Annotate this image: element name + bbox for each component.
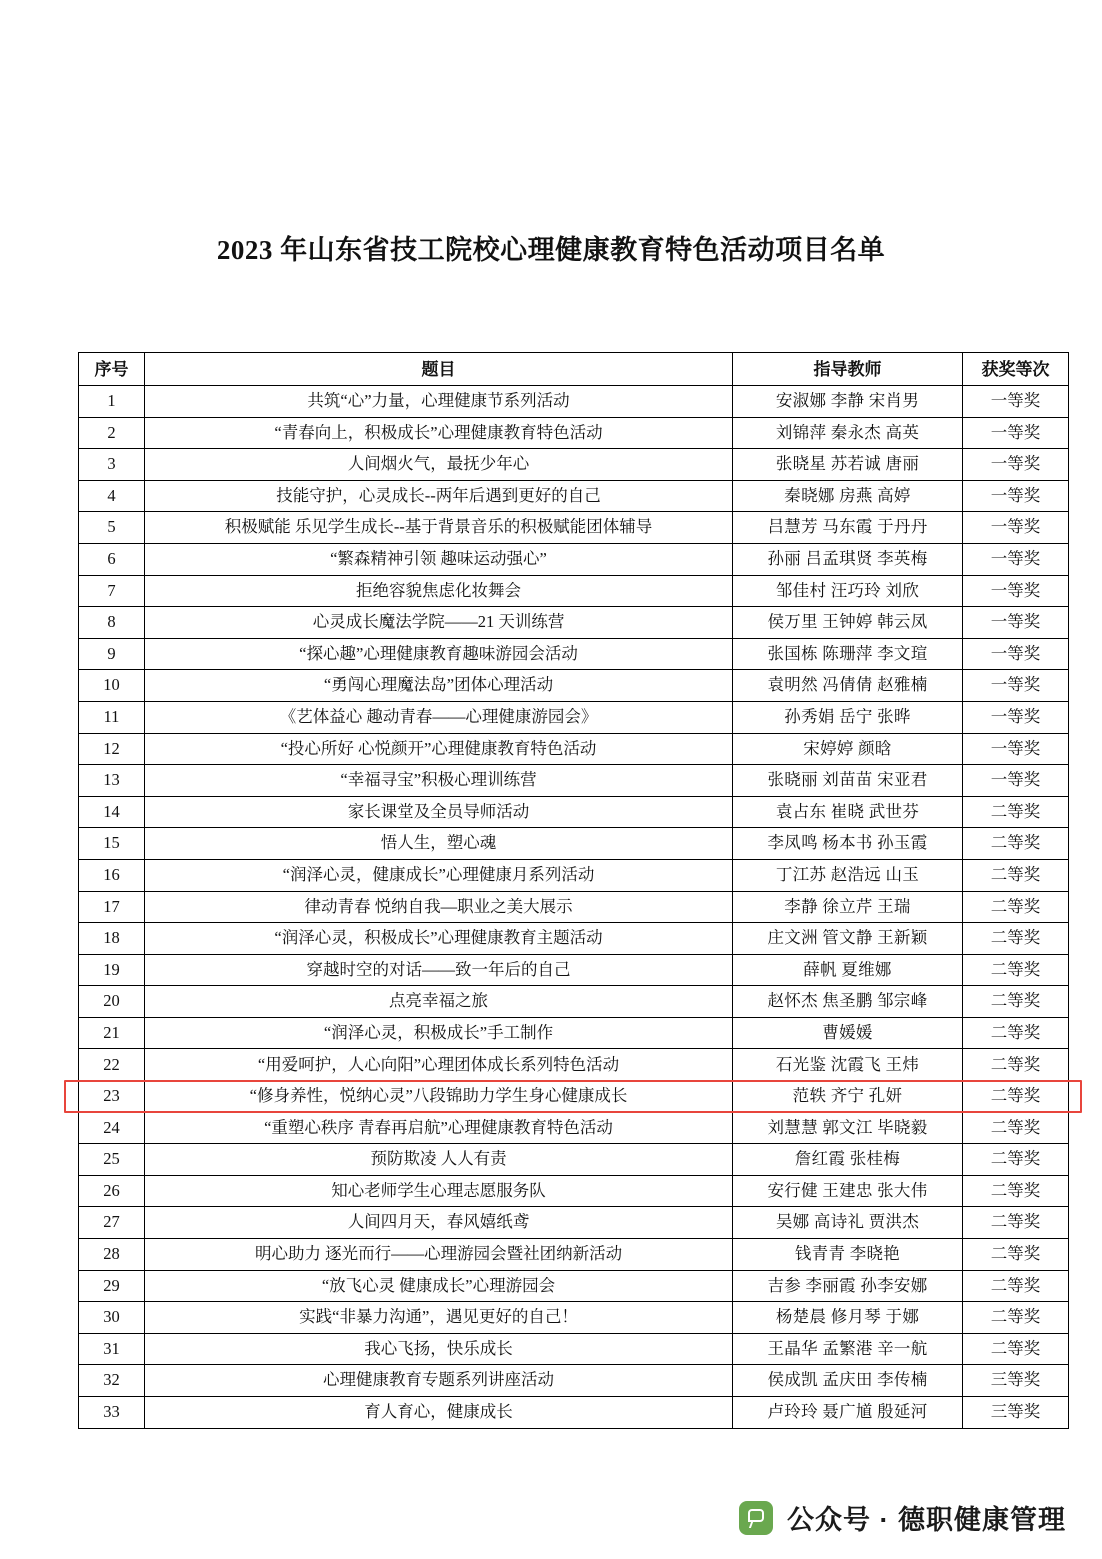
table-row [79, 543, 1069, 575]
cell-index: 8 [79, 607, 145, 639]
cell-teacher: 宋婷婷 颜晗 [733, 733, 963, 765]
cell-teacher: 吴娜 高诗礼 贾洪杰 [733, 1207, 963, 1239]
column-header-index: 序号 [79, 353, 145, 386]
cell-title: 家长课堂及全员导师活动 [145, 796, 733, 828]
cell-teacher: 李静 徐立芹 王瑞 [733, 891, 963, 923]
footer [0, 1498, 1102, 1537]
cell-award: 二等奖 [963, 1270, 1069, 1302]
cell-title: 明心助力 逐光而行——心理游园会暨社团纳新活动 [145, 1239, 733, 1271]
cell-award: 二等奖 [963, 1112, 1069, 1144]
cell-index: 26 [79, 1175, 145, 1207]
cell-award: 二等奖 [963, 1144, 1069, 1176]
cell-title: 心理健康教育专题系列讲座活动 [145, 1365, 733, 1397]
cell-index: 15 [79, 828, 145, 860]
cell-award: 二等奖 [963, 1017, 1069, 1049]
cell-index: 27 [79, 1207, 145, 1239]
cell-index: 10 [79, 670, 145, 702]
cell-index: 9 [79, 638, 145, 670]
cell-award: 一等奖 [963, 607, 1069, 639]
cell-title: “放飞心灵 健康成长”心理游园会 [145, 1270, 733, 1302]
table-row [79, 638, 1069, 670]
cell-teacher: 钱青青 李晓艳 [733, 1239, 963, 1271]
table-row [79, 575, 1069, 607]
cell-title: 律动青春 悦纳自我—职业之美大展示 [145, 891, 733, 923]
cell-title: 悟人生，塑心魂 [145, 828, 733, 860]
cell-title: 《艺体益心 趣动青春——心理健康游园会》 [145, 701, 733, 733]
award-table-container [78, 352, 1068, 1429]
cell-index: 19 [79, 954, 145, 986]
cell-award: 二等奖 [963, 796, 1069, 828]
cell-title: “润泽心灵，积极成长”手工制作 [145, 1017, 733, 1049]
table-row [79, 1239, 1069, 1271]
table-row [79, 859, 1069, 891]
cell-index: 28 [79, 1239, 145, 1271]
cell-award: 二等奖 [963, 1049, 1069, 1081]
cell-index: 25 [79, 1144, 145, 1176]
cell-teacher: 吕慧芳 马东霞 于丹丹 [733, 512, 963, 544]
cell-index: 31 [79, 1333, 145, 1365]
cell-teacher: 袁占东 崔晓 武世芬 [733, 796, 963, 828]
table-row [79, 1397, 1069, 1429]
cell-teacher: 孙秀娟 岳宁 张晔 [733, 701, 963, 733]
cell-teacher: 詹红霞 张桂梅 [733, 1144, 963, 1176]
table-row [79, 701, 1069, 733]
cell-index: 12 [79, 733, 145, 765]
table-row [79, 1081, 1069, 1113]
cell-index: 5 [79, 512, 145, 544]
table-row [79, 1333, 1069, 1365]
cell-teacher: 范轶 齐宁 孔妍 [733, 1081, 963, 1113]
table-row [79, 796, 1069, 828]
table-row [79, 1302, 1069, 1334]
cell-index: 6 [79, 543, 145, 575]
table-row [79, 386, 1069, 418]
cell-title: 人间烟火气，最抚少年心 [145, 449, 733, 481]
cell-teacher: 秦晓娜 房燕 高婷 [733, 480, 963, 512]
cell-award: 一等奖 [963, 512, 1069, 544]
cell-title: 拒绝容貌焦虑化妆舞会 [145, 575, 733, 607]
cell-award: 二等奖 [963, 1239, 1069, 1271]
cell-teacher: 庄文洲 管文静 王新颖 [733, 923, 963, 955]
table-row [79, 828, 1069, 860]
cell-award: 二等奖 [963, 828, 1069, 860]
cell-teacher: 邹佳村 汪巧玲 刘欣 [733, 575, 963, 607]
award-table [78, 352, 1069, 1429]
cell-index: 2 [79, 417, 145, 449]
cell-title: 知心老师学生心理志愿服务队 [145, 1175, 733, 1207]
table-row [79, 670, 1069, 702]
cell-index: 22 [79, 1049, 145, 1081]
cell-title: 我心飞扬，快乐成长 [145, 1333, 733, 1365]
column-header-teacher: 指导教师 [733, 353, 963, 386]
table-row [79, 449, 1069, 481]
cell-index: 29 [79, 1270, 145, 1302]
cell-award: 三等奖 [963, 1397, 1069, 1429]
cell-award: 二等奖 [963, 1333, 1069, 1365]
cell-award: 二等奖 [963, 1207, 1069, 1239]
cell-teacher: 安淑娜 李静 宋肖男 [733, 386, 963, 418]
cell-title: “润泽心灵，健康成长”心理健康月系列活动 [145, 859, 733, 891]
cell-teacher: 刘锦萍 秦永杰 高英 [733, 417, 963, 449]
cell-index: 32 [79, 1365, 145, 1397]
cell-index: 17 [79, 891, 145, 923]
cell-index: 16 [79, 859, 145, 891]
cell-title: 技能守护，心灵成长--两年后遇到更好的自己 [145, 480, 733, 512]
cell-title: 预防欺凌 人人有责 [145, 1144, 733, 1176]
cell-teacher: 杨楚晨 修月琴 于娜 [733, 1302, 963, 1334]
table-row [79, 1175, 1069, 1207]
cell-award: 一等奖 [963, 543, 1069, 575]
cell-teacher: 丁江苏 赵浩远 山玉 [733, 859, 963, 891]
table-row [79, 1207, 1069, 1239]
table-row [79, 1270, 1069, 1302]
cell-title: “润泽心灵，积极成长”心理健康教育主题活动 [145, 923, 733, 955]
cell-index: 11 [79, 701, 145, 733]
cell-award: 一等奖 [963, 575, 1069, 607]
cell-index: 20 [79, 986, 145, 1018]
cell-teacher: 张晓丽 刘苗苗 宋亚君 [733, 765, 963, 797]
wechat-icon [739, 1501, 773, 1535]
cell-teacher: 卢玲玲 聂广馗 殷延河 [733, 1397, 963, 1429]
cell-award: 一等奖 [963, 386, 1069, 418]
cell-title: “投心所好 心悦颜开”心理健康教育特色活动 [145, 733, 733, 765]
cell-award: 三等奖 [963, 1365, 1069, 1397]
cell-title: 实践“非暴力沟通”，遇见更好的自己！ [145, 1302, 733, 1334]
cell-title: 穿越时空的对话——致一年后的自己 [145, 954, 733, 986]
cell-title: 育人育心，健康成长 [145, 1397, 733, 1429]
cell-index: 7 [79, 575, 145, 607]
cell-index: 14 [79, 796, 145, 828]
cell-index: 30 [79, 1302, 145, 1334]
cell-award: 一等奖 [963, 670, 1069, 702]
table-row [79, 954, 1069, 986]
cell-teacher: 赵怀杰 焦圣鹏 邹宗峰 [733, 986, 963, 1018]
cell-index: 21 [79, 1017, 145, 1049]
table-row [79, 1112, 1069, 1144]
cell-award: 二等奖 [963, 1302, 1069, 1334]
column-header-award: 获奖等次 [963, 353, 1069, 386]
table-row [79, 480, 1069, 512]
cell-index: 3 [79, 449, 145, 481]
cell-award: 一等奖 [963, 417, 1069, 449]
cell-teacher: 袁明然 冯倩倩 赵雅楠 [733, 670, 963, 702]
table-header-row [79, 353, 1069, 386]
table-row [79, 512, 1069, 544]
table-row [79, 923, 1069, 955]
cell-award: 一等奖 [963, 765, 1069, 797]
table-row [79, 733, 1069, 765]
cell-award: 二等奖 [963, 891, 1069, 923]
table-row [79, 1049, 1069, 1081]
cell-teacher: 孙丽 吕孟琪贤 李英梅 [733, 543, 963, 575]
cell-index: 18 [79, 923, 145, 955]
cell-award: 一等奖 [963, 701, 1069, 733]
cell-award: 一等奖 [963, 449, 1069, 481]
cell-title: 心灵成长魔法学院——21 天训练营 [145, 607, 733, 639]
cell-award: 一等奖 [963, 733, 1069, 765]
cell-award: 二等奖 [963, 1175, 1069, 1207]
cell-title: “青春向上，积极成长”心理健康教育特色活动 [145, 417, 733, 449]
cell-teacher: 张国栋 陈珊萍 李文瑄 [733, 638, 963, 670]
cell-award: 一等奖 [963, 480, 1069, 512]
cell-teacher: 曹媛媛 [733, 1017, 963, 1049]
cell-title: 点亮幸福之旅 [145, 986, 733, 1018]
cell-teacher: 侯万里 王钟婷 韩云凤 [733, 607, 963, 639]
cell-index: 23 [79, 1081, 145, 1113]
cell-teacher: 刘慧慧 郭文江 毕晓毅 [733, 1112, 963, 1144]
table-header [79, 353, 1069, 386]
cell-award: 二等奖 [963, 859, 1069, 891]
table-row [79, 986, 1069, 1018]
page-title: 2023 年山东省技工院校心理健康教育特色活动项目名单 [216, 235, 886, 265]
cell-award: 一等奖 [963, 638, 1069, 670]
table-row [79, 1365, 1069, 1397]
table-row [79, 1017, 1069, 1049]
cell-award: 二等奖 [963, 954, 1069, 986]
cell-teacher: 薛帆 夏维娜 [733, 954, 963, 986]
cell-title: “用爱呵护，人心向阳”心理团体成长系列特色活动 [145, 1049, 733, 1081]
cell-title: “繁森精神引领 趣味运动强心” [145, 543, 733, 575]
cell-teacher: 安行健 王建忠 张大伟 [733, 1175, 963, 1207]
cell-index: 24 [79, 1112, 145, 1144]
cell-teacher: 张晓星 苏若诚 唐丽 [733, 449, 963, 481]
cell-index: 1 [79, 386, 145, 418]
cell-title: “幸福寻宝”积极心理训练营 [145, 765, 733, 797]
cell-index: 4 [79, 480, 145, 512]
cell-title: 共筑“心”力量，心理健康节系列活动 [145, 386, 733, 418]
cell-teacher: 吉参 李丽霞 孙李安娜 [733, 1270, 963, 1302]
cell-teacher: 王晶华 孟繁港 辛一航 [733, 1333, 963, 1365]
cell-teacher: 石光鉴 沈霞飞 王炜 [733, 1049, 963, 1081]
cell-teacher: 李凤鸣 杨本书 孙玉霞 [733, 828, 963, 860]
cell-title: 人间四月天，春风嬉纸鸢 [145, 1207, 733, 1239]
table-body [79, 386, 1069, 1429]
table-row [79, 1144, 1069, 1176]
cell-teacher: 侯成凯 孟庆田 李传楠 [733, 1365, 963, 1397]
cell-award: 二等奖 [963, 923, 1069, 955]
table-row [79, 891, 1069, 923]
table-row [79, 417, 1069, 449]
cell-title: “重塑心秩序 青春再启航”心理健康教育特色活动 [145, 1112, 733, 1144]
cell-title: “勇闯心理魔法岛”团体心理活动 [145, 670, 733, 702]
cell-index: 13 [79, 765, 145, 797]
cell-award: 二等奖 [963, 986, 1069, 1018]
cell-title: “探心趣”心理健康教育趣味游园会活动 [145, 638, 733, 670]
table-row [79, 607, 1069, 639]
cell-title: “修身养性，悦纳心灵”八段锦助力学生身心健康成长 [145, 1081, 733, 1113]
column-header-title: 题目 [145, 353, 733, 386]
cell-index: 33 [79, 1397, 145, 1429]
footer-label: 公众号 · 德职健康管理 [787, 1505, 1066, 1535]
table-row [79, 765, 1069, 797]
cell-title: 积极赋能 乐见学生成长--基于背景音乐的积极赋能团体辅导 [145, 512, 733, 544]
cell-award: 二等奖 [963, 1081, 1069, 1113]
